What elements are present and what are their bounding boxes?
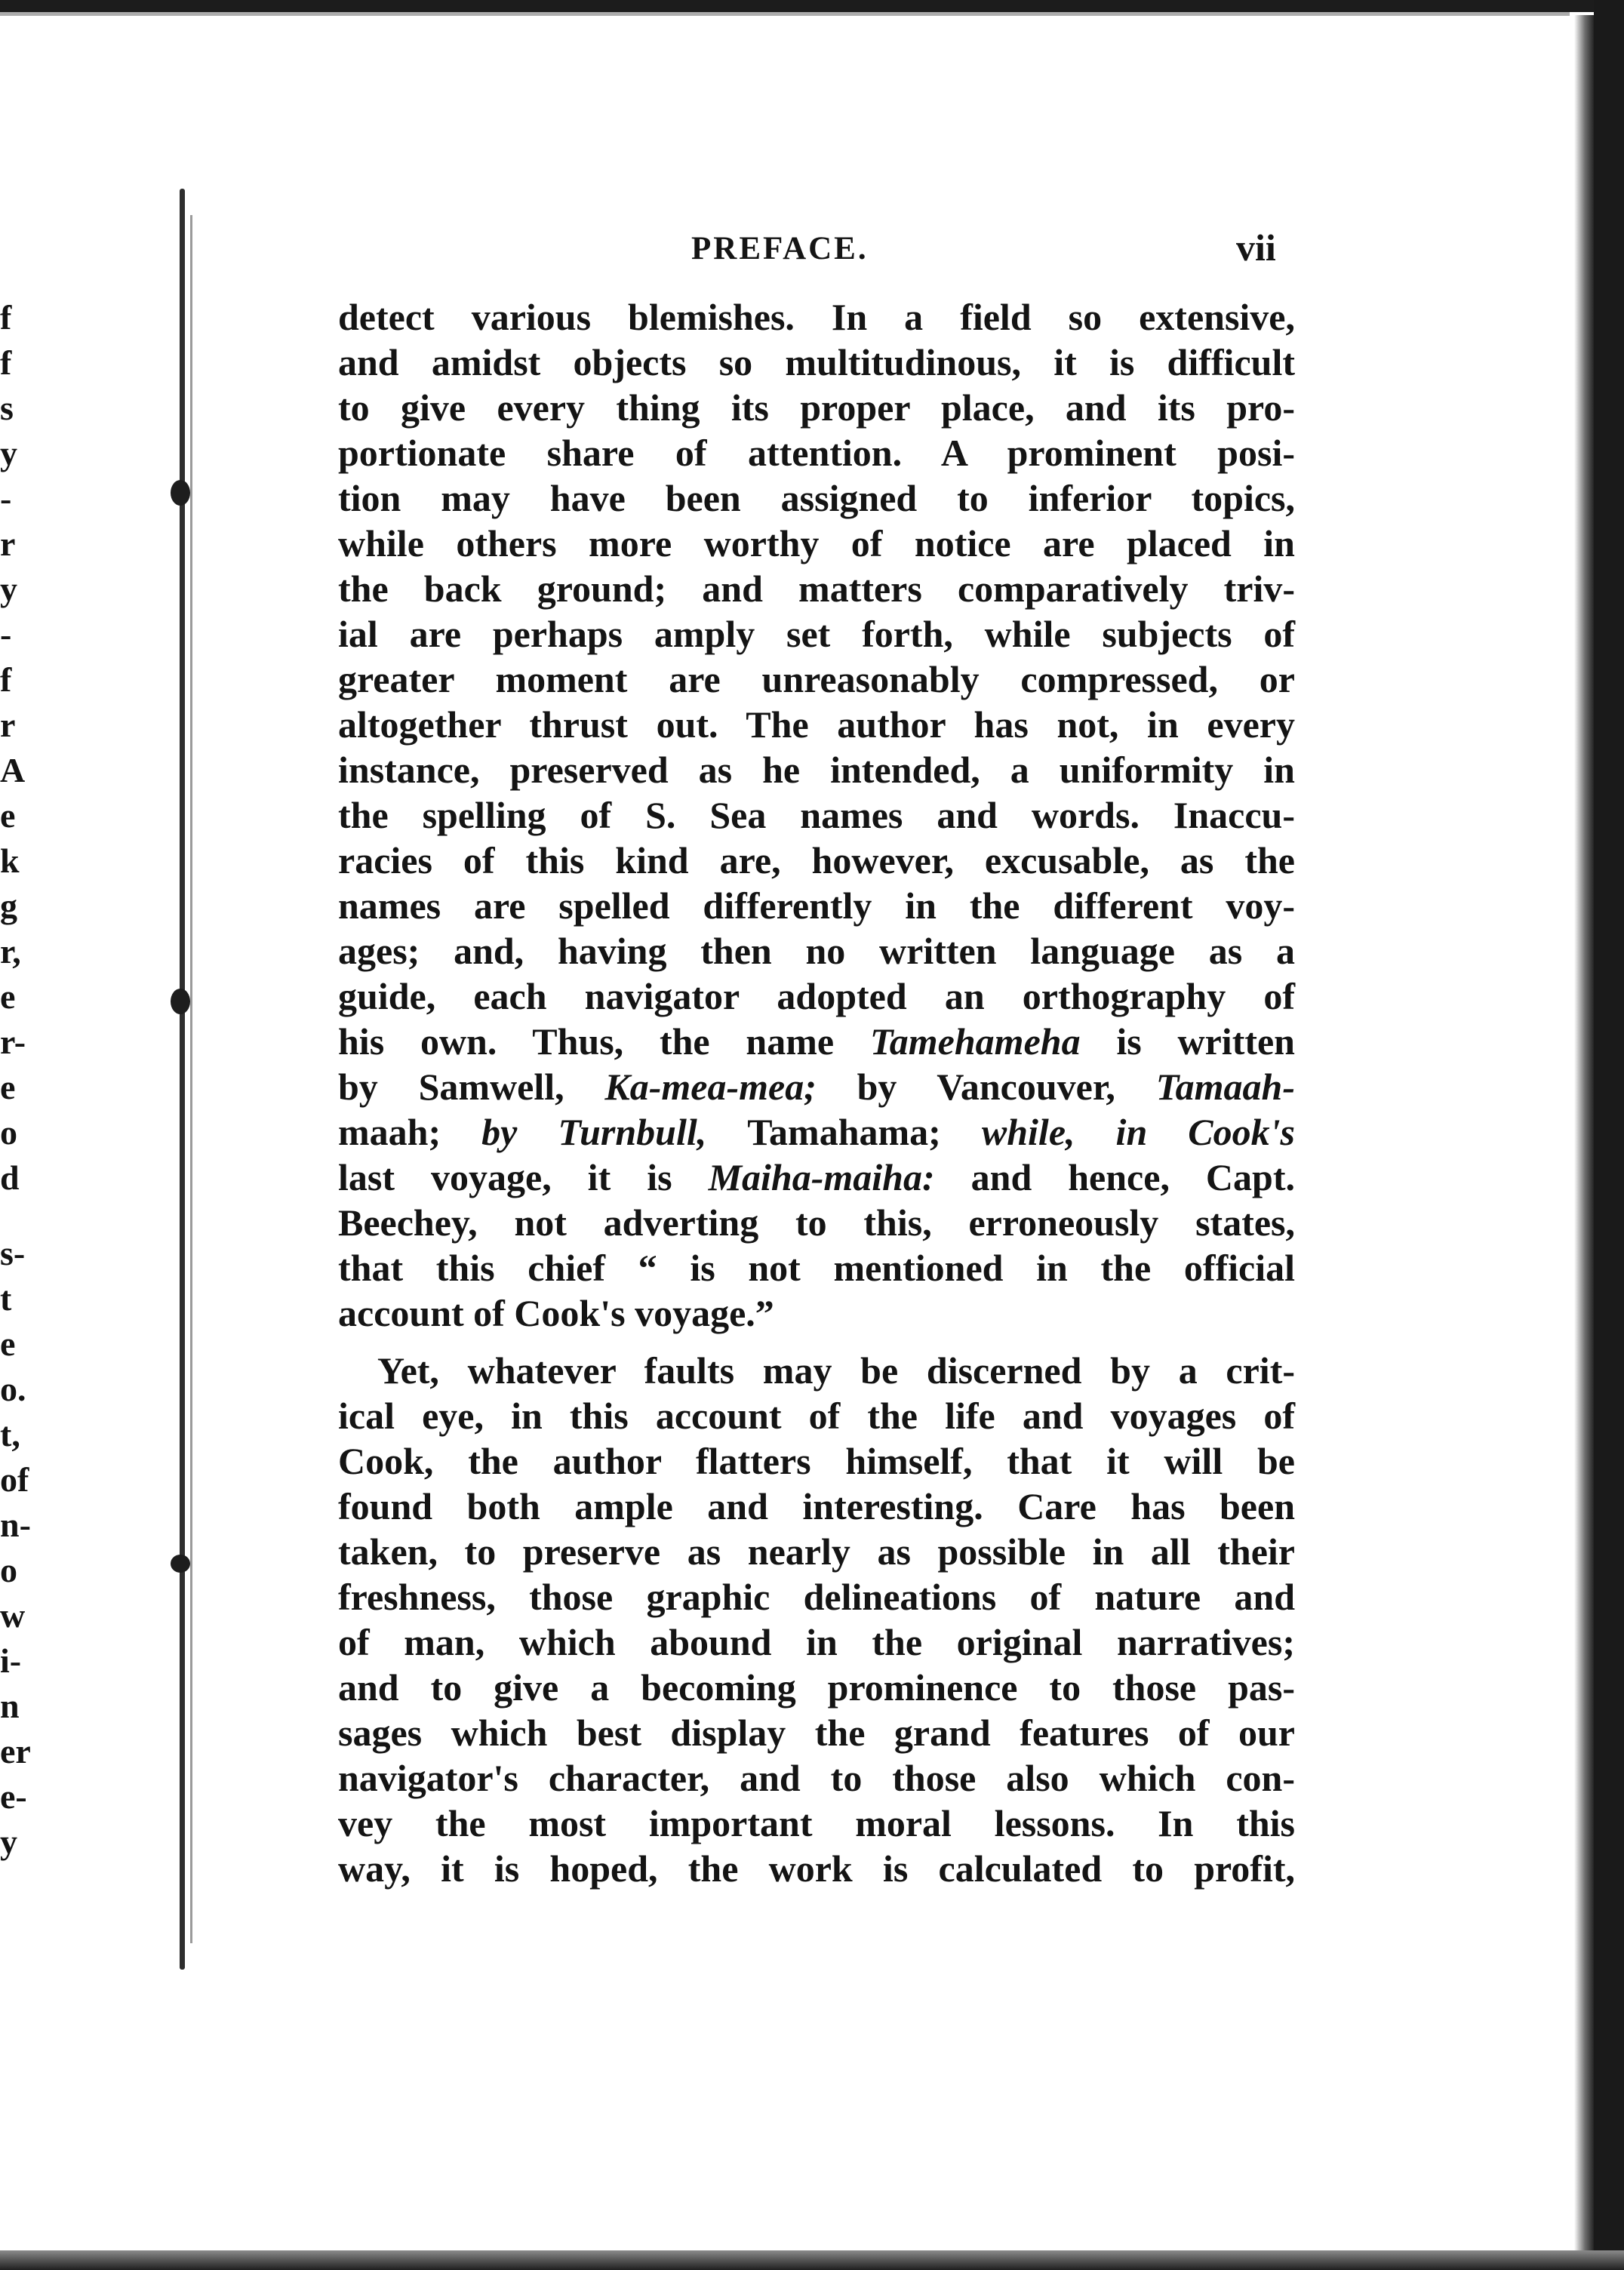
text-run: tion may have been assigned to inferior topics,: [338, 477, 1295, 519]
text-line: [338, 792, 1295, 838]
text-run: while others more worthy of notice are placed in: [338, 522, 1295, 564]
text-line: [338, 1755, 1295, 1801]
text-run: ial are perhaps amply set forth, while subjects of: [338, 613, 1295, 655]
facing-page-fragment: r,: [0, 932, 21, 970]
text-line: [338, 1019, 1295, 1064]
text-line: [338, 385, 1295, 430]
text-line: [338, 1846, 1295, 1891]
italic-name: Tamaah-: [1155, 1066, 1295, 1108]
text-line: [338, 1710, 1295, 1755]
text-line: [338, 1484, 1295, 1529]
paragraph-gap: [338, 1336, 1295, 1348]
text-run: by Samwell,: [338, 1066, 605, 1108]
facing-page-fragment: er: [0, 1732, 31, 1770]
facing-page-fragment: i-: [0, 1641, 22, 1680]
text-line: [338, 928, 1295, 974]
italic-name: while, in Cook's: [940, 1111, 1295, 1153]
text-run: Cook, the author flatters himself, that it will be: [338, 1440, 1295, 1482]
facing-page-fragment: r: [0, 524, 16, 563]
facing-page-fragment: e-: [0, 1777, 27, 1816]
text-run: is written: [1080, 1020, 1295, 1063]
text-run: found both ample and interesting. Care has been: [338, 1485, 1295, 1527]
page-number: vii: [1236, 226, 1276, 269]
preface-body-text: [338, 294, 1295, 1891]
text-line: [338, 566, 1295, 611]
text-run: navigator's character, and to those also which con-: [338, 1757, 1295, 1799]
text-line: [338, 1529, 1295, 1574]
text-run: Yet, whatever faults may be discerned by a crit-: [377, 1349, 1295, 1392]
facing-page-fragment: y: [0, 434, 17, 472]
text-run: detect various blemishes. In a field so extensive,: [338, 296, 1295, 338]
text-line: [338, 657, 1295, 702]
facing-page-fragment: d: [0, 1158, 20, 1197]
scan-right-edge: [1594, 0, 1624, 2270]
facing-page-fragment: k: [0, 841, 20, 880]
text-line: [338, 1574, 1295, 1619]
text-line: [338, 1245, 1295, 1290]
text-run: Tamahama;: [747, 1111, 941, 1153]
text-run: the spelling of S. Sea names and words. Inaccu-: [338, 794, 1295, 836]
facing-page-fragment: t: [0, 1279, 12, 1318]
italic-name: Maiha-maiha:: [708, 1156, 935, 1198]
text-line: [338, 1200, 1295, 1245]
text-line: [338, 1619, 1295, 1665]
italic-name: Tamehameha: [869, 1020, 1081, 1063]
text-line: [338, 1393, 1295, 1438]
text-run: way, it is hoped, the work is calculated to profit,: [338, 1847, 1295, 1890]
text-line: [338, 294, 1295, 340]
running-head-title: PREFACE.: [691, 231, 869, 266]
text-run: racies of this kind are, however, excusable, as the: [338, 839, 1295, 881]
text-line: [338, 974, 1295, 1019]
text-run: greater moment are unreasonably compressed, or: [338, 658, 1295, 700]
text-run: altogether thrust out. The author has not, in every: [338, 703, 1295, 746]
facing-page-fragment: n-: [0, 1506, 31, 1544]
text-run: instance, preserved as he intended, a uniformity in: [338, 749, 1295, 791]
text-run: that this chief “ is not mentioned in the official: [338, 1247, 1295, 1289]
binding-gutter-shadow: [190, 215, 192, 1943]
facing-page-fragment: e: [0, 1068, 16, 1106]
text-run: guide, each navigator adopted an orthography of: [338, 975, 1295, 1017]
italic-name: Ka-mea-mea;: [604, 1066, 817, 1108]
facing-page-fragment: s: [0, 389, 14, 427]
text-run: account of Cook's voyage.”: [338, 1292, 774, 1334]
text-run: and to give a becoming prominence to those pas-: [338, 1666, 1295, 1709]
facing-page-fragment: f: [0, 343, 12, 382]
text-line: [338, 1665, 1295, 1710]
facing-page-fragment: t,: [0, 1415, 20, 1453]
binding-stitch-mark: [171, 989, 190, 1014]
facing-page-fragment: -: [0, 479, 12, 518]
running-head: [679, 226, 1343, 275]
text-line: [338, 1155, 1295, 1200]
scan-bottom-edge: [0, 2250, 1624, 2270]
facing-page-fragment: o: [0, 1551, 17, 1589]
text-run: maah;: [338, 1111, 441, 1153]
scan-top-edge: [0, 0, 1624, 12]
text-line: [338, 747, 1295, 792]
facing-page-fragment: o: [0, 1113, 17, 1152]
text-line: [338, 521, 1295, 566]
text-run: sages which best display the grand features of our: [338, 1712, 1295, 1754]
text-line: [338, 1801, 1295, 1846]
text-run: to give every thing its proper place, and its pro-: [338, 386, 1295, 429]
text-run: the back ground; and matters comparatively triv-: [338, 568, 1295, 610]
facing-page-fragment: g: [0, 887, 17, 925]
facing-page-fragment: f: [0, 298, 12, 337]
italic-name: by Turnbull,: [441, 1111, 748, 1153]
text-line: [338, 475, 1295, 521]
text-run: of man, which abound in the original narratives;: [338, 1621, 1295, 1663]
text-run: and hence, Capt.: [934, 1156, 1296, 1198]
text-line: [338, 1064, 1295, 1109]
page-right-shadow: [1574, 15, 1594, 2256]
facing-page-fragment: y: [0, 570, 17, 608]
text-line: [338, 702, 1295, 747]
text-run: taken, to preserve as nearly as possible in all their: [338, 1530, 1295, 1573]
facing-page-fragment: e: [0, 796, 16, 835]
text-line: [338, 883, 1295, 928]
text-run: ical eye, in this account of the life and voyages of: [338, 1395, 1295, 1437]
facing-page-fragment: r-: [0, 1023, 26, 1061]
text-run: vey the most important moral lessons. In this: [338, 1802, 1295, 1844]
facing-page-fragment: f: [0, 660, 12, 699]
text-line: [338, 1290, 1295, 1336]
text-run: portionate share of attention. A prominent posi-: [338, 432, 1295, 474]
text-line: [338, 1438, 1295, 1484]
text-run: and amidst objects so multitudinous, it is difficult: [338, 341, 1295, 383]
text-run: last voyage, it is: [338, 1156, 709, 1198]
text-line: [338, 611, 1295, 657]
binding-stitch-mark: [171, 1555, 190, 1573]
facing-page-fragment: r: [0, 706, 16, 744]
text-run: ages; and, having then no written language as a: [338, 930, 1295, 972]
facing-page-fragment: y: [0, 1822, 17, 1861]
facing-page-fragment: -: [0, 615, 12, 654]
text-line: [338, 1109, 1295, 1155]
facing-page-fragment: n: [0, 1687, 20, 1725]
facing-page-fragment: w: [0, 1596, 26, 1635]
facing-page-fragment: s-: [0, 1234, 26, 1272]
text-run: Beechey, not adverting to this, erroneously states,: [338, 1201, 1295, 1244]
facing-page-fragment: e: [0, 1324, 16, 1363]
facing-page-fragment: e: [0, 977, 16, 1016]
binding-gutter: [180, 189, 185, 1970]
text-run: names are spelled differently in the different voy-: [338, 884, 1295, 927]
facing-page-fragment: o.: [0, 1370, 26, 1408]
scan-top-shadow: [0, 12, 1570, 16]
facing-page-fragment: A: [0, 751, 26, 789]
text-run: by Vancouver,: [816, 1066, 1156, 1108]
text-line: [338, 340, 1295, 385]
text-run: freshness, those graphic delineations of nature and: [338, 1576, 1295, 1618]
text-run: his own. Thus, the name: [338, 1020, 870, 1063]
binding-stitch-mark: [171, 480, 190, 506]
facing-page-fragment: of: [0, 1460, 29, 1499]
text-line: [338, 430, 1295, 475]
text-line: [338, 838, 1295, 883]
text-line: [338, 1348, 1295, 1393]
